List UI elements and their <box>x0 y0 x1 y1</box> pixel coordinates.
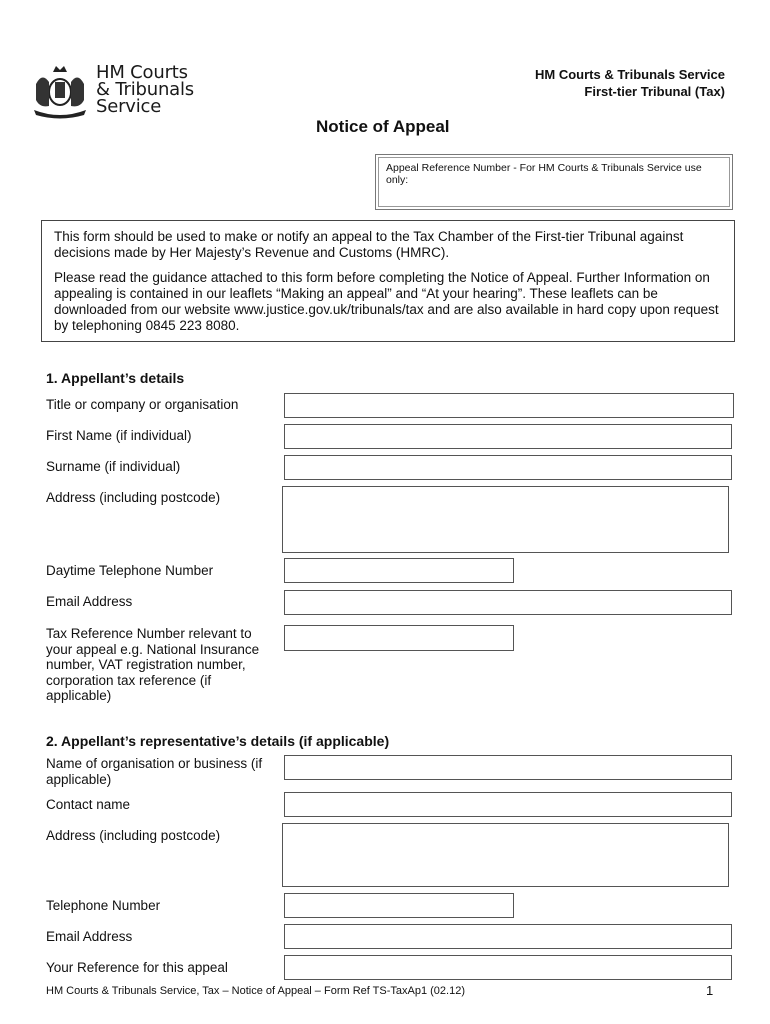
intro-paragraph-2: Please read the guidance attached to this form before completing the Notice of Appeal. Further Information on appealing is contained in our leaflets “Making an appeal” and “At your hearing”. These leaflets can be downloaded from our website www.justice.gov.uk/tribunals/tax and are also available in hard copy upon request by telephoning 0845 223 8080. <box>54 270 719 333</box>
label-first-name: First Name (if individual) <box>46 428 192 443</box>
address-input[interactable] <box>282 486 729 553</box>
label-address: Address (including postcode) <box>46 490 221 505</box>
section-1-heading: 1. Appellant’s details <box>46 370 185 386</box>
page-number: 1 <box>706 983 714 998</box>
label-rep-email: Email Address <box>46 929 133 944</box>
surname-input[interactable] <box>284 455 732 480</box>
tribunal-name: First-tier Tribunal (Tax) <box>584 84 725 99</box>
first-name-input[interactable] <box>284 424 732 449</box>
intro-box <box>41 220 735 342</box>
page-title: Notice of Appeal <box>316 117 450 136</box>
appeal-reference-box[interactable] <box>375 154 733 210</box>
label-telephone: Telephone Number <box>46 898 161 913</box>
section-2-heading: 2. Appellant’s representative’s details (if applicable) <box>46 733 390 749</box>
label-contact-name: Contact name <box>46 797 131 812</box>
label-daytime-telephone: Daytime Telephone Number <box>46 563 214 578</box>
intro-paragraph-1: This form should be used to make or notify an appeal to the Tax Chamber of the First-tier Tribunal against decisions made by Her Majesty’s Revenue and Customs (HMRC). <box>54 229 684 260</box>
label-your-reference: Your Reference for this appeal <box>46 960 228 975</box>
rep-email-input[interactable] <box>284 924 732 949</box>
logo-wordmark <box>96 64 194 115</box>
royal-crest-logo <box>28 62 92 120</box>
header-right <box>535 66 725 100</box>
reference-box-label: Appeal Reference Number - For HM Courts & Tribunals Service use only: <box>386 162 702 186</box>
organisation-name-input[interactable] <box>284 755 732 780</box>
label-email: Email Address <box>46 594 133 609</box>
logo-line-1: HM Courts <box>96 62 188 83</box>
rep-address-input[interactable] <box>282 823 729 887</box>
title-company-input[interactable] <box>284 393 734 418</box>
label-tax-reference: Tax Reference Number relevant to your appeal e.g. National Insurance number, VAT registration number, corporation tax reference (if applicable) <box>46 626 260 703</box>
label-surname: Surname (if individual) <box>46 459 181 474</box>
label-organisation-name: Name of organisation or business (if applicable) <box>46 756 263 787</box>
org-name: HM Courts & Tribunals Service <box>535 67 725 82</box>
label-rep-address: Address (including postcode) <box>46 828 221 843</box>
email-input[interactable] <box>284 590 732 615</box>
your-reference-input[interactable] <box>284 955 732 980</box>
contact-name-input[interactable] <box>284 792 732 817</box>
footer-text: HM Courts & Tribunals Service, Tax – Notice of Appeal – Form Ref TS-TaxAp1 (02.12) <box>46 985 465 997</box>
daytime-telephone-input[interactable] <box>284 558 514 583</box>
logo-line-3: Service <box>96 96 162 117</box>
crest-icon <box>28 62 92 120</box>
telephone-input[interactable] <box>284 893 514 918</box>
logo-line-2: & Tribunals <box>96 79 194 100</box>
tax-reference-input[interactable] <box>284 625 514 651</box>
label-title-company: Title or company or organisation <box>46 397 239 412</box>
